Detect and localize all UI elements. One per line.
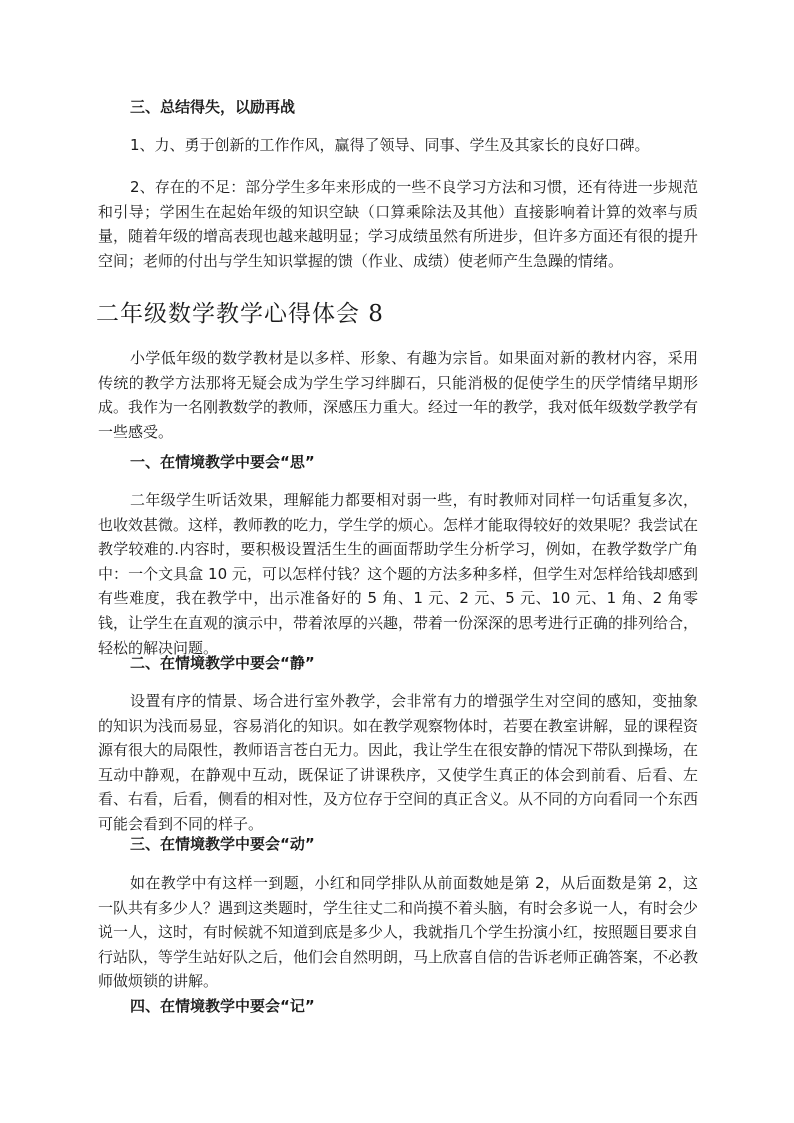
- summary-heading: 三、总结得失，以励再战: [130, 98, 296, 116]
- paragraph: [98, 488, 698, 660]
- section-3-body: 如在教学中有这样一到题，小红和同学排队从前面数她是第 2，从后面数是第 2，这一队共有多少人？遇到这类题时，学生往丈二和尚摸不着头脑，有时会多说一人，有时会少说一人，这时，有时候就不知道到底是多少人，我就指几个学生扮演小红，按照题目要求自行站队，等学生站好队之后，他们会自然明朗，马上欣喜自信的告诉老师正确答案，不必教师做烦锁的讲解。: [98, 874, 699, 991]
- section-3-heading: 三、在情境教学中要会“动”: [130, 835, 315, 853]
- paragraph: [98, 175, 698, 273]
- section-2-body: 设置有序的情景、场合进行室外教学，会非常有力的增强学生对空间的感知，变抽象的知识为浅而易显，容易消化的知识。如在教学观察物体时，若要在教室讲解，显的课程资源有很大的局限性，教师语言苍白无力。因此，我让学生在很安静的情况下带队到操场，在互动中静观，在静观中互动，既保证了讲课秩序，又使学生真正的体会到前看、后看、左看、右看，后看，侧看的相对性，及方位存于空间的真正含义。从不同的方向看同一个东西可能会看到不同的样子。: [98, 692, 699, 833]
- section-heading: [98, 995, 698, 1017]
- section-heading: [98, 451, 698, 473]
- section-1-heading: 一、在情境教学中要会“思”: [130, 453, 315, 471]
- paragraph: [98, 689, 698, 837]
- section-4-heading: 四、在情境教学中要会“记”: [130, 997, 315, 1015]
- paragraph: [98, 346, 698, 444]
- section-heading: [98, 833, 698, 855]
- section-heading: [98, 652, 698, 674]
- section-heading: [98, 96, 698, 118]
- paragraph: [98, 133, 698, 158]
- section-2-heading: 二、在情境教学中要会“静”: [130, 654, 315, 672]
- section-1-body: 二年级学生听话效果，理解能力都要相对弱一些，有时教师对同样一句话重复多次，也收效甚微。这样，教师教的吃力，学生学的烦心。怎样才能取得较好的效果呢？我尝试在教学较难的.内容时，要积极设置活生生的画面帮助学生分析学习，例如，在教学数学广角中：一个文具盒 10 元，可以怎样付钱？这个题的方法多种多样，但学生对怎样给钱却感到有些难度，我在教学中，出示准备好的 5 角、1 元、2 元、5 元、10 元、1 角、2 角零钱，让学生在直观的演示中，带着浓厚的兴趣，带着一份深深的思考进行正确的排列给合，轻松的解决问题。: [98, 491, 699, 657]
- paragraph: [98, 871, 698, 994]
- intro-paragraph: 小学低年级的数学教材是以多样、形象、有趣为宗旨。如果面对新的教材内容，采用传统的教学方法那将无疑会成为学生学习绊脚石，只能消极的促使学生的厌学情绪早期形成。我作为一名刚教数学的教师，深感压力重大。经过一年的教学，我对低年级数学教学有一些感受。: [98, 349, 699, 441]
- summary-paragraph-2: 2、存在的不足：部分学生多年来形成的一些不良学习方法和习惯，还有待进一步规范和引导；学困生在起始年级的知识空缺（口算乘除法及其他）直接影响着计算的效率与质量，随着年级的增高表现也越来越明显；学习成绩虽然有所进步，但许多方面还有很的提升空间；老师的付出与学生知识掌握的馈（作业、成绩）使老师产生急躁的情绪。: [98, 178, 699, 270]
- article-title: 二年级数学教学心得体会 8: [96, 301, 384, 327]
- summary-paragraph-1: 1、力、勇于创新的工作作风，赢得了领导、同事、学生及其家长的良好口碑。: [130, 136, 650, 154]
